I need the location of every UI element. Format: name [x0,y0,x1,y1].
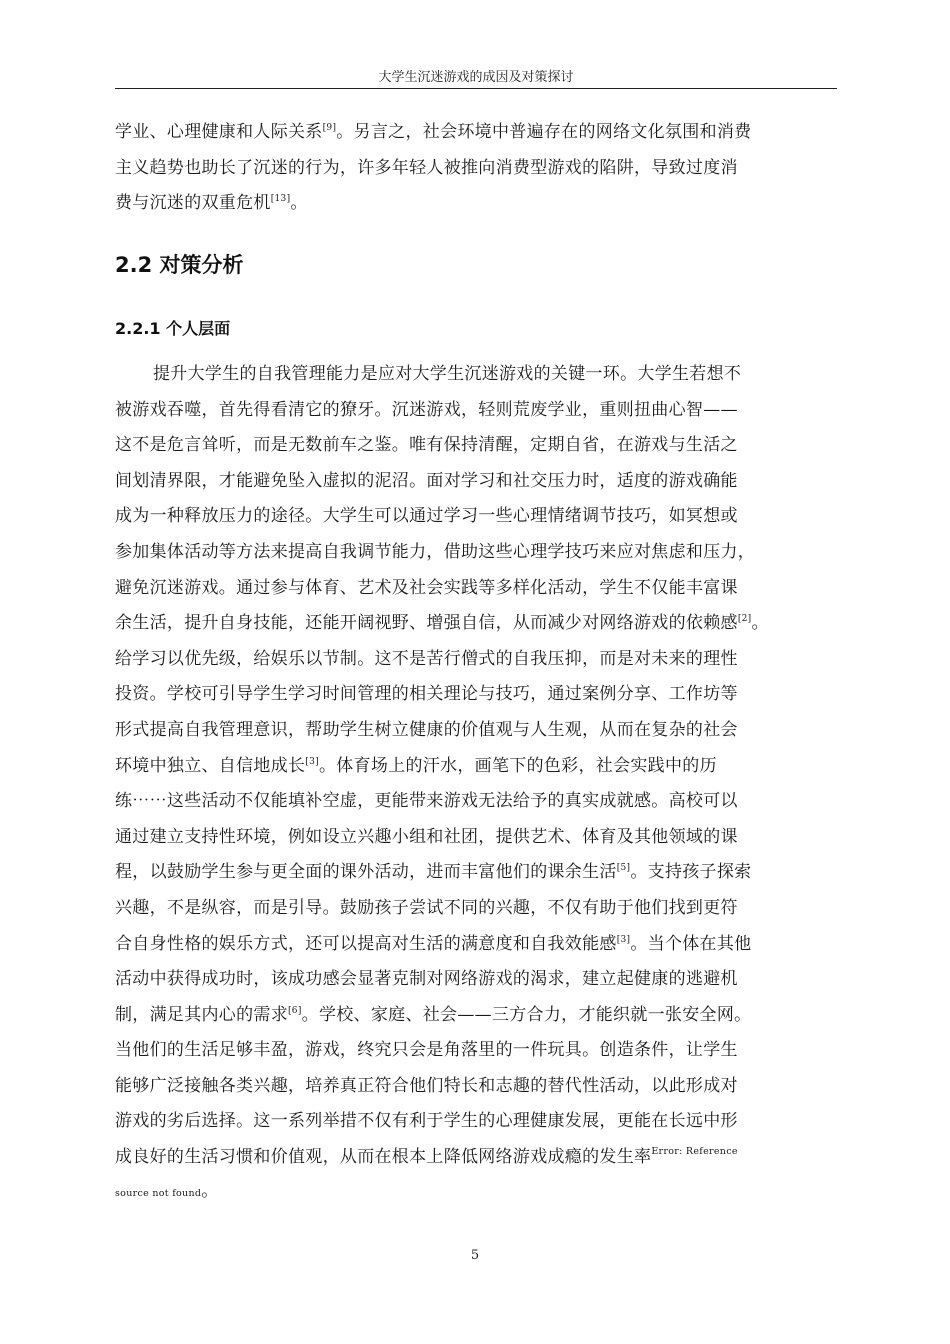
text-line: 练⋯⋯这些活动不仅能填补空虚，更能带来游戏无法给予的真实成就感。高校可以 [115,791,738,812]
text-line: 间划清界限，才能避免坠入虚拟的泥沼。面对学习和社交压力时，适度的游戏确能 [115,470,738,491]
citation: [3] [616,934,631,945]
text-line: 被游戏吞噬，首先得看清它的獠牙。沉迷游戏，轻则荒废学业，重则扭曲心智—— [115,399,738,420]
subsection-heading: 2.2.1 个人层面 [115,319,231,338]
text-line: 成为一种释放压力的途径。大学生可以通过学习一些心理情绪调节技巧，如冥想或 [115,506,738,527]
text-line: 合自身性格的娱乐方式，还可以提高对生活的满意度和自我效能感[3]。当个体在其他 [115,933,752,954]
citation: [3] [305,756,319,767]
text-line: 形式提高自我管理意识，帮助学生树立健康的价值观与人生观，从而在复杂的社会 [115,719,738,740]
text-line: 避免沉迷游戏。通过参与体育、艺术及社会实践等多样化活动，学生不仅能丰富课 [115,577,738,598]
text-line: 兴趣，不是纵容，而是引导。鼓励孩子尝试不同的兴趣，不仅有助于他们找到更符 [115,897,738,918]
reference-error: source not found [115,1187,202,1199]
text-line: 投资。学校可引导学生学习时间管理的相关理论与技巧，通过案例分享、工作坊等 [115,684,738,705]
body-paragraph [115,357,850,1208]
text-line: 给学习以优先级，给娱乐以节制。这不是苦行僧式的自我压抑，而是对未来的理性 [115,648,738,669]
citation: [2] [737,614,752,625]
text-line: 费与沉迷的双重危机[13]。 [115,193,308,214]
running-header: 大学生沉迷游戏的成因及对策探讨 [378,70,574,85]
text-line: 环境中独立、自信地成长[3]。体育场上的汗水，画笔下的色彩，社会实践中的历 [115,755,717,776]
intro-paragraph [115,115,850,222]
text-line: 通过建立支持性环境，例如设立兴趣小组和社团，提供艺术、体育及其他领域的课 [115,826,738,847]
text-line: 主义趋势也助长了沉迷的行为，许多年轻人被推向消费型游戏的陷阱，导致过度消 [115,157,738,178]
reference-error: Error: Reference [651,1146,738,1158]
text-line: 活动中获得成功时，该成功感会显著克制对网络游戏的渴求，建立起健康的逃避机 [115,969,738,990]
page-number: 5 [470,1248,480,1263]
text-line: 提升大学生的自我管理能力是应对大学生沉迷游戏的关键一环。大学生若想不 [153,364,742,384]
citation: [9] [322,123,337,133]
text-line: source not found。 [115,1180,219,1201]
text-line: 制，满足其内心的需求[6]。学校、家庭、社会——三方合力，才能织就一张安全网。 [115,1004,752,1025]
text-line: 余生活，提升自身技能，还能开阔视野、增强自信，从而减少对网络游戏的依赖感[2]。 [115,613,769,634]
header-rule [115,88,837,89]
text-line: 程，以鼓励学生参与更全面的课外活动，进而丰富他们的课余生活[5]。支持孩子探索 [115,862,752,883]
text-line: 成良好的生活习惯和价值观，从而在根本上降低网络游戏成瘾的发生率$^{Error: Reference}$ [115,1146,738,1168]
text-line: 这不是危言耸听，而是无数前车之鉴。唯有保持清醒，定期自省，在游戏与生活之 [115,435,738,456]
text-line: 游戏的劣后选择。这一系列举措不仅有利于学生的心理健康发展，更能在长远中形 [115,1111,738,1132]
citation: [6] [288,1005,302,1016]
text-line: 当他们的生活足够丰盈，游戏，终究只会是角落里的一件玩具。创造条件，让学生 [115,1040,738,1061]
citation: [5] [616,863,631,874]
text-line: 参加集体活动等方法来提高自我调节能力，借助这些心理学技巧来应对焦虑和压力， [115,541,756,562]
section-heading: 2.2 对策分析 [115,253,244,277]
text-line: 能够广泛接触各类兴趣，培养真正符合他们特长和志趣的替代性活动，以此形成对 [115,1075,738,1096]
citation: [13] [270,194,291,205]
text-line: 学业、心理健康和人际关系[9]。另言之，社会环境中普遍存在的网络文化氛围和消费 [115,122,752,142]
